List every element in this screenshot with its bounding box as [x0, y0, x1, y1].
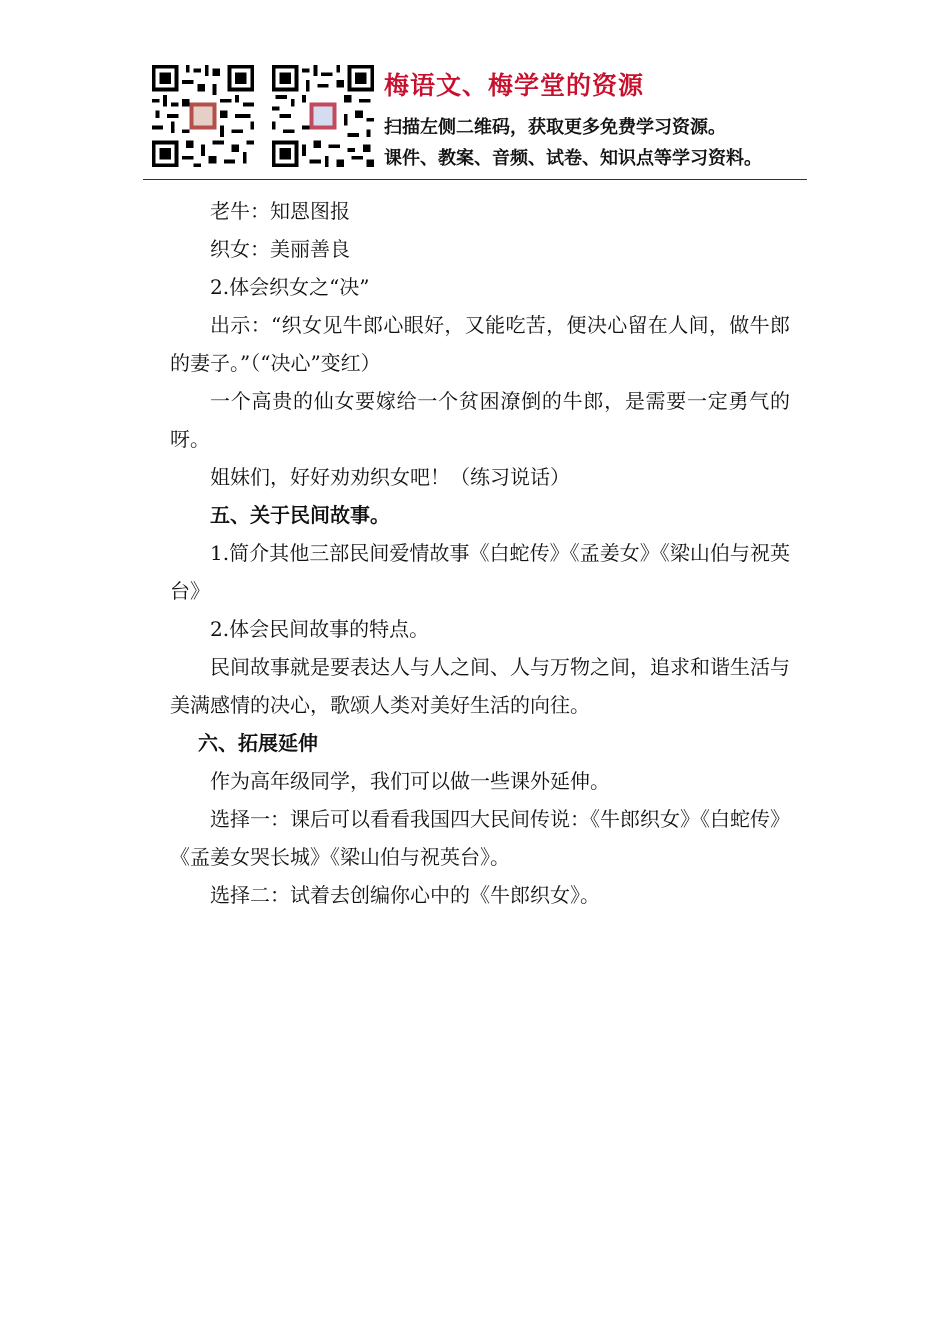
brand-title: 梅语文、梅学堂的资源: [384, 71, 645, 100]
section-heading: 六、拓展延伸: [198, 731, 318, 755]
paragraph: 1.简介其他三部民间爱情故事《白蛇传》《孟姜女》《梁山伯与祝英台》: [170, 541, 790, 603]
brand-tagline: 扫描左侧二维码，获取更多免费学习资源。: [384, 117, 726, 138]
paragraph: 老牛：知恩图报: [210, 199, 350, 223]
qr-code-icon: [148, 61, 258, 171]
paragraph: 织女：美丽善良: [210, 237, 350, 261]
header-divider: [143, 179, 807, 180]
page-header: [143, 58, 807, 180]
paragraph: 选择二：试着去创编你心中的《牛郎织女》。: [210, 883, 600, 907]
paragraph: 作为高年级同学，我们可以做一些课外延伸。: [210, 769, 610, 793]
paragraph: 2.体会民间故事的特点。: [210, 617, 430, 641]
paragraph: 一个高贵的仙女要嫁给一个贫困潦倒的牛郎，是需要一定勇气的呀。: [170, 389, 790, 451]
paragraph: 姐妹们，好好劝劝织女吧！（练习说话）: [210, 465, 570, 489]
qr-code-left[interactable]: [148, 61, 258, 171]
paragraph: 选择一：课后可以看看我国四大民间传说：《牛郎织女》《白蛇传》《孟姜女哭长城》《梁山伯与祝英台》。: [170, 807, 790, 869]
qr-code-right[interactable]: [268, 61, 378, 171]
paragraph: 民间故事就是要表达人与人之间、人与万物之间，追求和谐生活与美满感情的决心，歌颂人类对美好生活的向往。: [170, 655, 790, 717]
document-body: [170, 192, 790, 914]
paragraph: 出示：“织女见牛郎心眼好，又能吃苦，便决心留在人间，做牛郎的妻子。”（“决心”变红）: [170, 313, 790, 375]
paragraph: 2.体会织女之“决”: [210, 275, 370, 299]
section-heading: 五、关于民间故事。: [210, 503, 390, 527]
brand-resources-line: 课件、教案、音频、试卷、知识点等学习资料。: [384, 148, 762, 169]
qr-code-icon: [268, 61, 378, 171]
